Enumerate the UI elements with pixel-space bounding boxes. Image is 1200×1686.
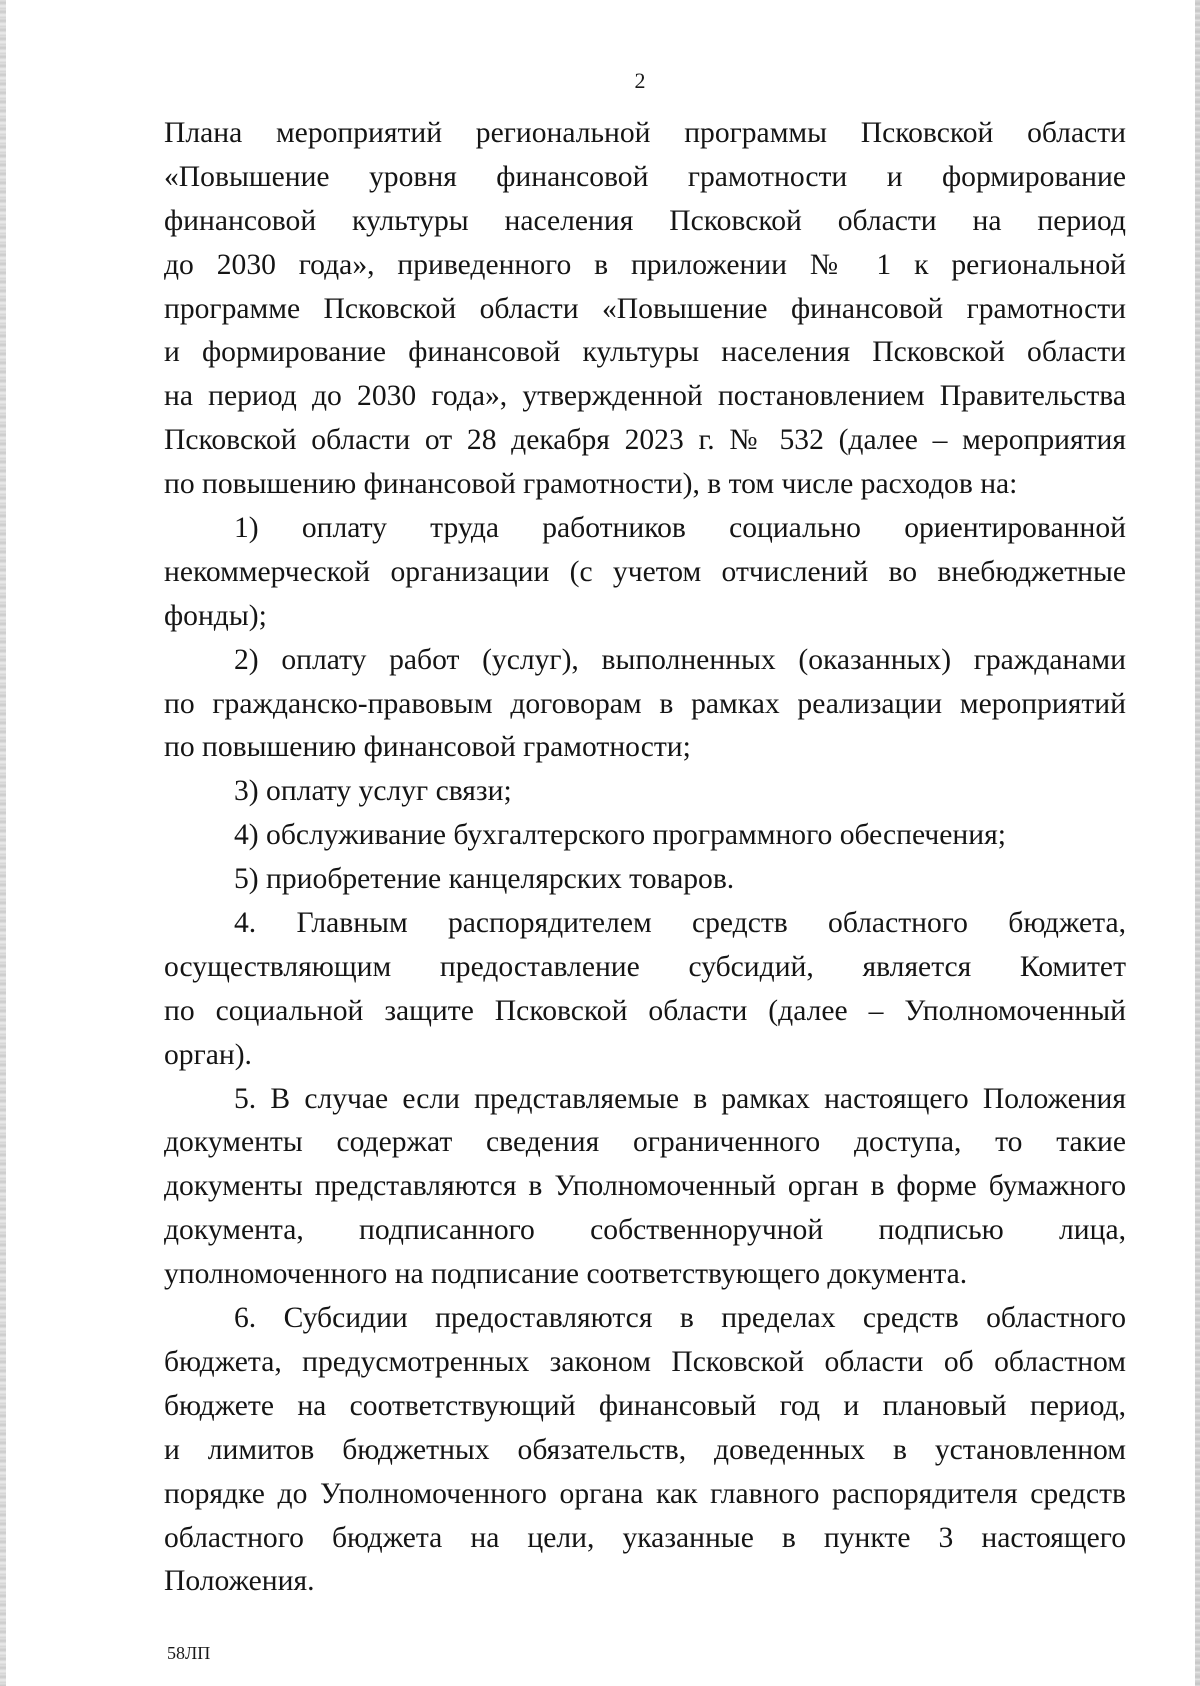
text-line: областного бюджета на цели, указанные в пункте 3 настоящего <box>164 1521 1126 1554</box>
text-line: бюджета, предусмотренных законом Псковской области об областном <box>164 1345 1126 1378</box>
text-line: орган). <box>164 1038 252 1071</box>
page-number: 2 <box>634 68 646 93</box>
text-line: 4) обслуживание бухгалтерского программного обеспечения; <box>234 819 1006 852</box>
text-line: 3) оплату услуг связи; <box>234 775 512 808</box>
text-line: 5) приобретение канцелярских товаров. <box>234 863 735 896</box>
text-line: финансовой культуры населения Псковской области на период <box>164 204 1126 237</box>
text-line: 1) оплату труда работников социально ориентированной <box>234 512 1126 545</box>
text-line: уполномоченного на подписание соответствующего документа. <box>164 1258 968 1291</box>
text-line: документы представляются в Уполномоченный орган в форме бумажного <box>164 1170 1126 1203</box>
text-line: и лимитов бюджетных обязательств, доведенных в установленном <box>164 1433 1126 1466</box>
text-line: по повышению финансовой грамотности), в том числе расходов на: <box>164 468 1018 501</box>
document-body <box>164 112 1126 1604</box>
text-line: до 2030 года», приведенного в приложении № 1 к региональной <box>164 248 1126 281</box>
text-line: осуществляющим предоставление субсидий, является Комитет <box>164 950 1126 983</box>
text-line: на период до 2030 года», утвержденной постановлением Правительства <box>164 380 1126 413</box>
text-line: по гражданско-правовым договорам в рамках реализации мероприятий <box>164 687 1126 720</box>
text-line: 4. Главным распорядителем средств областного бюджета, <box>234 907 1126 940</box>
text-line: документы содержат сведения ограниченного доступа, то такие <box>164 1126 1126 1159</box>
footer-document-code: 58ЛП <box>167 1643 211 1663</box>
text-line: «Повышение уровня финансовой грамотности и формирование <box>164 160 1126 193</box>
text-line: Плана мероприятий региональной программы Псковской области <box>164 117 1126 149</box>
text-line: по повышению финансовой грамотности; <box>164 731 691 764</box>
text-line: Положения. <box>164 1565 315 1598</box>
text-line: порядке до Уполномоченного органа как главного распорядителя средств <box>164 1477 1126 1510</box>
text-line: бюджете на соответствующий финансовый год и плановый период, <box>164 1389 1126 1422</box>
text-line: 6. Субсидии предоставляются в пределах средств областного <box>234 1302 1126 1335</box>
text-line: фонды); <box>164 599 267 632</box>
text-line: 2) оплату работ (услуг), выполненных (оказанных) гражданами <box>234 643 1126 676</box>
text-line: Псковской области от 28 декабря 2023 г. № 532 (далее – мероприятия <box>164 424 1126 457</box>
text-line: по социальной защите Псковской области (далее – Уполномоченный <box>164 994 1126 1027</box>
text-line: 5. В случае если представляемые в рамках настоящего Положения <box>234 1082 1126 1115</box>
text-line: некоммерческой организации (с учетом отчислений во внебюджетные <box>164 555 1126 588</box>
text-line: программе Псковской области «Повышение финансовой грамотности <box>164 292 1126 325</box>
text-line: и формирование финансовой культуры населения Псковской области <box>164 336 1126 369</box>
text-line: документа, подписанного собственноручной подписью лица, <box>164 1214 1126 1247</box>
scan-edge-right <box>1195 0 1200 1686</box>
scan-edge-left <box>0 0 6 1686</box>
